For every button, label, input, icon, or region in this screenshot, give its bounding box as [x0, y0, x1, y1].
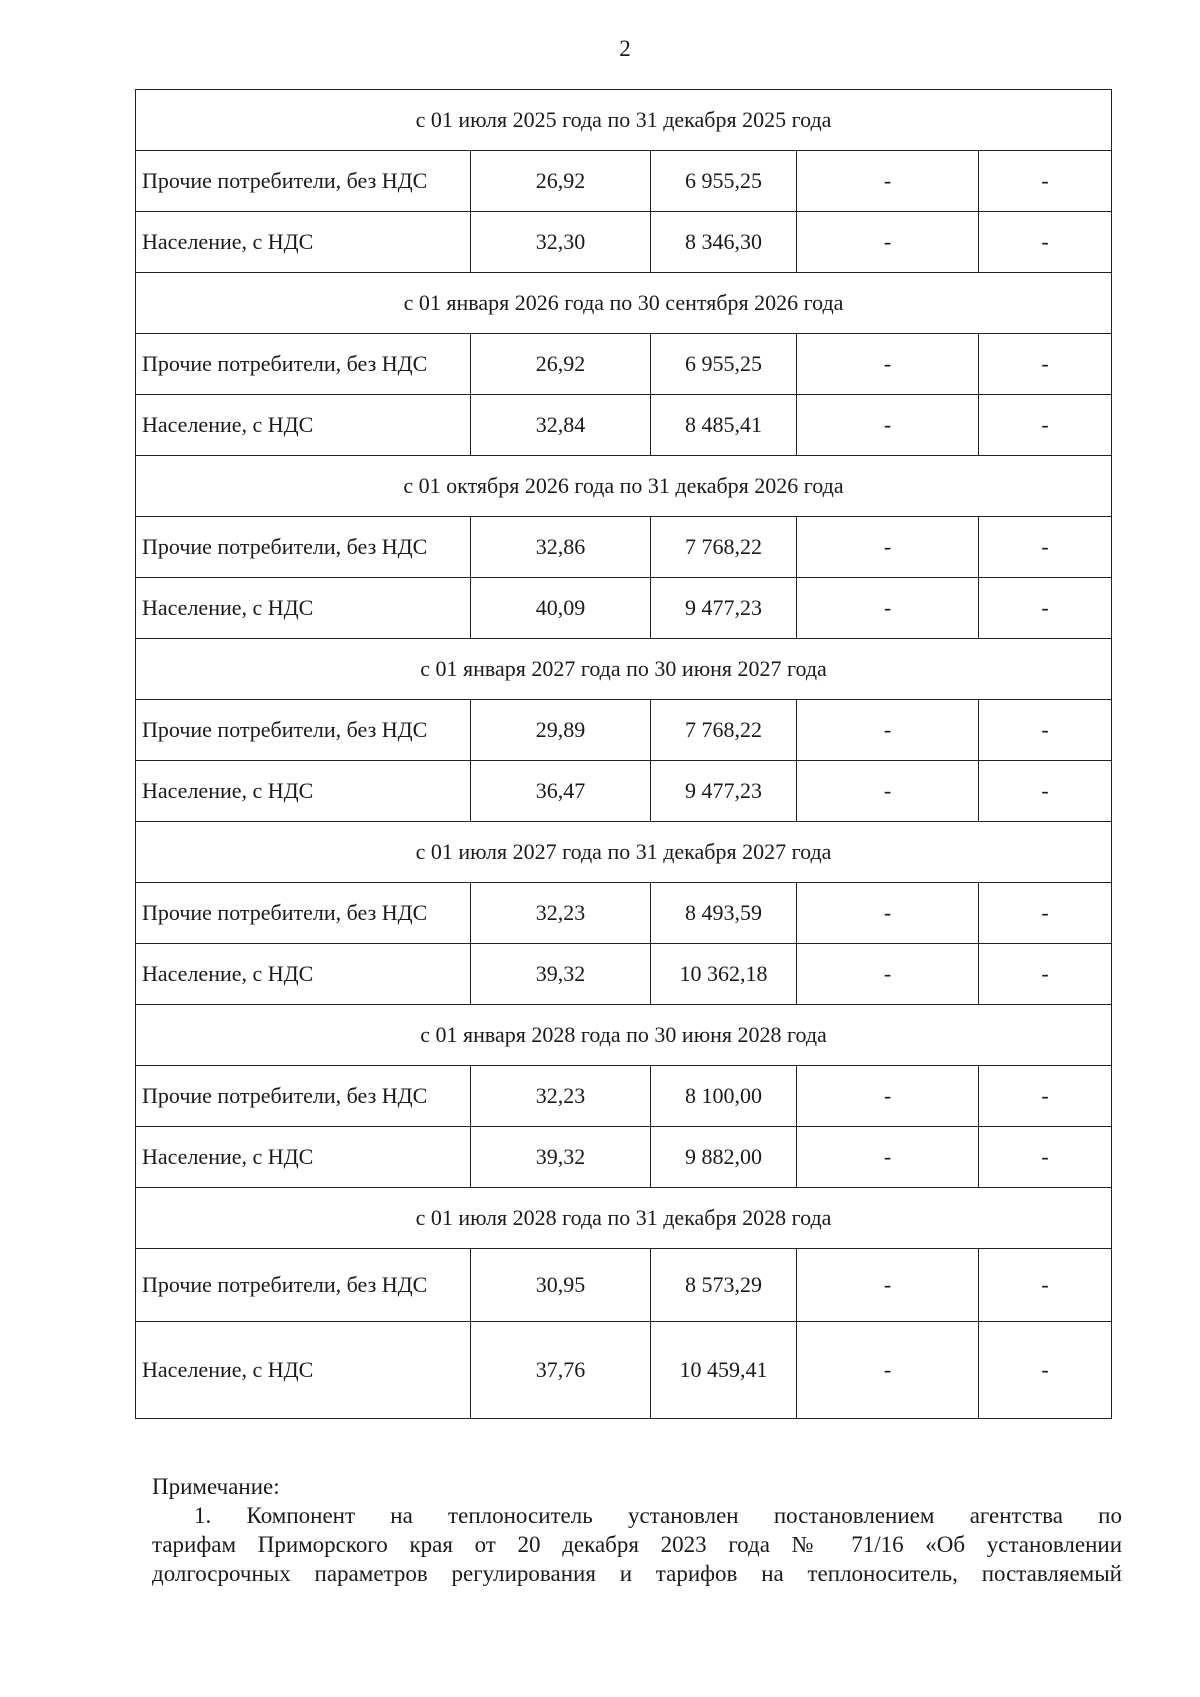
table-row — [136, 212, 1112, 273]
dash-cell: - — [979, 395, 1112, 456]
note-line: долгосрочных параметров регулирования и тарифов на теплоноситель, поставляемый — [152, 1561, 1122, 1586]
consumer-cell: Население, с НДС — [136, 761, 471, 822]
period-label: с 01 января 2026 года по 30 сентября 2026 года — [136, 273, 1112, 334]
table-row — [136, 151, 1112, 212]
value-cell: 8 573,29 — [651, 1249, 797, 1322]
consumer-cell: Прочие потребители, без НДС — [136, 700, 471, 761]
consumer-cell: Население, с НДС — [136, 944, 471, 1005]
value-cell: 6 955,25 — [651, 151, 797, 212]
dash-cell: - — [797, 1249, 979, 1322]
consumer-cell: Население, с НДС — [136, 395, 471, 456]
dash-cell: - — [979, 517, 1112, 578]
consumer-cell: Прочие потребители, без НДС — [136, 1066, 471, 1127]
value-cell: 32,84 — [471, 395, 651, 456]
dash-cell: - — [797, 578, 979, 639]
table-row — [136, 700, 1112, 761]
dash-cell: - — [797, 1066, 979, 1127]
table-row — [136, 1249, 1112, 1322]
dash-cell: - — [797, 883, 979, 944]
dash-cell: - — [797, 151, 979, 212]
period-header-row — [136, 1005, 1112, 1066]
period-label: с 01 июля 2027 года по 31 декабря 2027 года — [136, 822, 1112, 883]
value-cell: 32,86 — [471, 517, 651, 578]
note-line: 1. Компонент на теплоноситель установлен постановлением агентства по — [194, 1503, 1122, 1528]
dash-cell: - — [797, 1322, 979, 1419]
dash-cell: - — [797, 212, 979, 273]
period-header-row — [136, 639, 1112, 700]
value-cell: 10 459,41 — [651, 1322, 797, 1419]
period-header-row — [136, 456, 1112, 517]
table-row — [136, 1066, 1112, 1127]
page-number: 2 — [619, 36, 631, 61]
dash-cell: - — [979, 334, 1112, 395]
dash-cell: - — [979, 1066, 1112, 1127]
table-row — [136, 1322, 1112, 1419]
table-row — [136, 334, 1112, 395]
dash-cell: - — [979, 1322, 1112, 1419]
value-cell: 9 882,00 — [651, 1127, 797, 1188]
dash-cell: - — [979, 578, 1112, 639]
consumer-cell: Население, с НДС — [136, 578, 471, 639]
dash-cell: - — [979, 944, 1112, 1005]
period-label: с 01 июля 2025 года по 31 декабря 2025 года — [136, 90, 1112, 151]
consumer-cell: Население, с НДС — [136, 1127, 471, 1188]
tariff-table-body — [136, 90, 1112, 1419]
consumer-cell: Прочие потребители, без НДС — [136, 517, 471, 578]
consumer-cell: Прочие потребители, без НДС — [136, 334, 471, 395]
value-cell: 7 768,22 — [651, 517, 797, 578]
period-header-row — [136, 1188, 1112, 1249]
period-header-row — [136, 822, 1112, 883]
dash-cell: - — [797, 334, 979, 395]
table-row — [136, 1127, 1112, 1188]
value-cell: 39,32 — [471, 944, 651, 1005]
dash-cell: - — [979, 700, 1112, 761]
period-header-row — [136, 90, 1112, 151]
period-header-row — [136, 273, 1112, 334]
dash-cell: - — [979, 151, 1112, 212]
value-cell: 39,32 — [471, 1127, 651, 1188]
dash-cell: - — [979, 1127, 1112, 1188]
period-label: с 01 июля 2028 года по 31 декабря 2028 года — [136, 1188, 1112, 1249]
dash-cell: - — [979, 212, 1112, 273]
table-row — [136, 578, 1112, 639]
dash-cell: - — [979, 1249, 1112, 1322]
value-cell: 36,47 — [471, 761, 651, 822]
consumer-cell: Население, с НДС — [136, 1322, 471, 1419]
value-cell: 26,92 — [471, 334, 651, 395]
note-block — [152, 1472, 1122, 1588]
period-label: с 01 октября 2026 года по 31 декабря 2026 года — [136, 456, 1112, 517]
dash-cell: - — [797, 517, 979, 578]
value-cell: 6 955,25 — [651, 334, 797, 395]
value-cell: 40,09 — [471, 578, 651, 639]
consumer-cell: Прочие потребители, без НДС — [136, 1249, 471, 1322]
value-cell: 10 362,18 — [651, 944, 797, 1005]
value-cell: 37,76 — [471, 1322, 651, 1419]
dash-cell: - — [797, 700, 979, 761]
table-row — [136, 517, 1112, 578]
value-cell: 8 485,41 — [651, 395, 797, 456]
value-cell: 8 100,00 — [651, 1066, 797, 1127]
value-cell: 32,23 — [471, 883, 651, 944]
value-cell: 30,95 — [471, 1249, 651, 1322]
dash-cell: - — [797, 1127, 979, 1188]
dash-cell: - — [979, 761, 1112, 822]
consumer-cell: Прочие потребители, без НДС — [136, 883, 471, 944]
value-cell: 7 768,22 — [651, 700, 797, 761]
consumer-cell: Население, с НДС — [136, 212, 471, 273]
dash-cell: - — [979, 883, 1112, 944]
table-row — [136, 395, 1112, 456]
value-cell: 9 477,23 — [651, 761, 797, 822]
dash-cell: - — [797, 761, 979, 822]
note-title: Примечание: — [152, 1474, 280, 1499]
value-cell: 8 346,30 — [651, 212, 797, 273]
value-cell: 29,89 — [471, 700, 651, 761]
table-row — [136, 944, 1112, 1005]
dash-cell: - — [797, 395, 979, 456]
value-cell: 8 493,59 — [651, 883, 797, 944]
consumer-cell: Прочие потребители, без НДС — [136, 151, 471, 212]
value-cell: 32,23 — [471, 1066, 651, 1127]
value-cell: 32,30 — [471, 212, 651, 273]
tariff-table — [135, 89, 1112, 1419]
note-line: тарифам Приморского края от 20 декабря 2023 года № 71/16 «Об установлении — [152, 1532, 1122, 1557]
period-label: с 01 января 2028 года по 30 июня 2028 года — [136, 1005, 1112, 1066]
table-row — [136, 761, 1112, 822]
value-cell: 9 477,23 — [651, 578, 797, 639]
value-cell: 26,92 — [471, 151, 651, 212]
period-label: с 01 января 2027 года по 30 июня 2027 года — [136, 639, 1112, 700]
table-row — [136, 883, 1112, 944]
dash-cell: - — [797, 944, 979, 1005]
